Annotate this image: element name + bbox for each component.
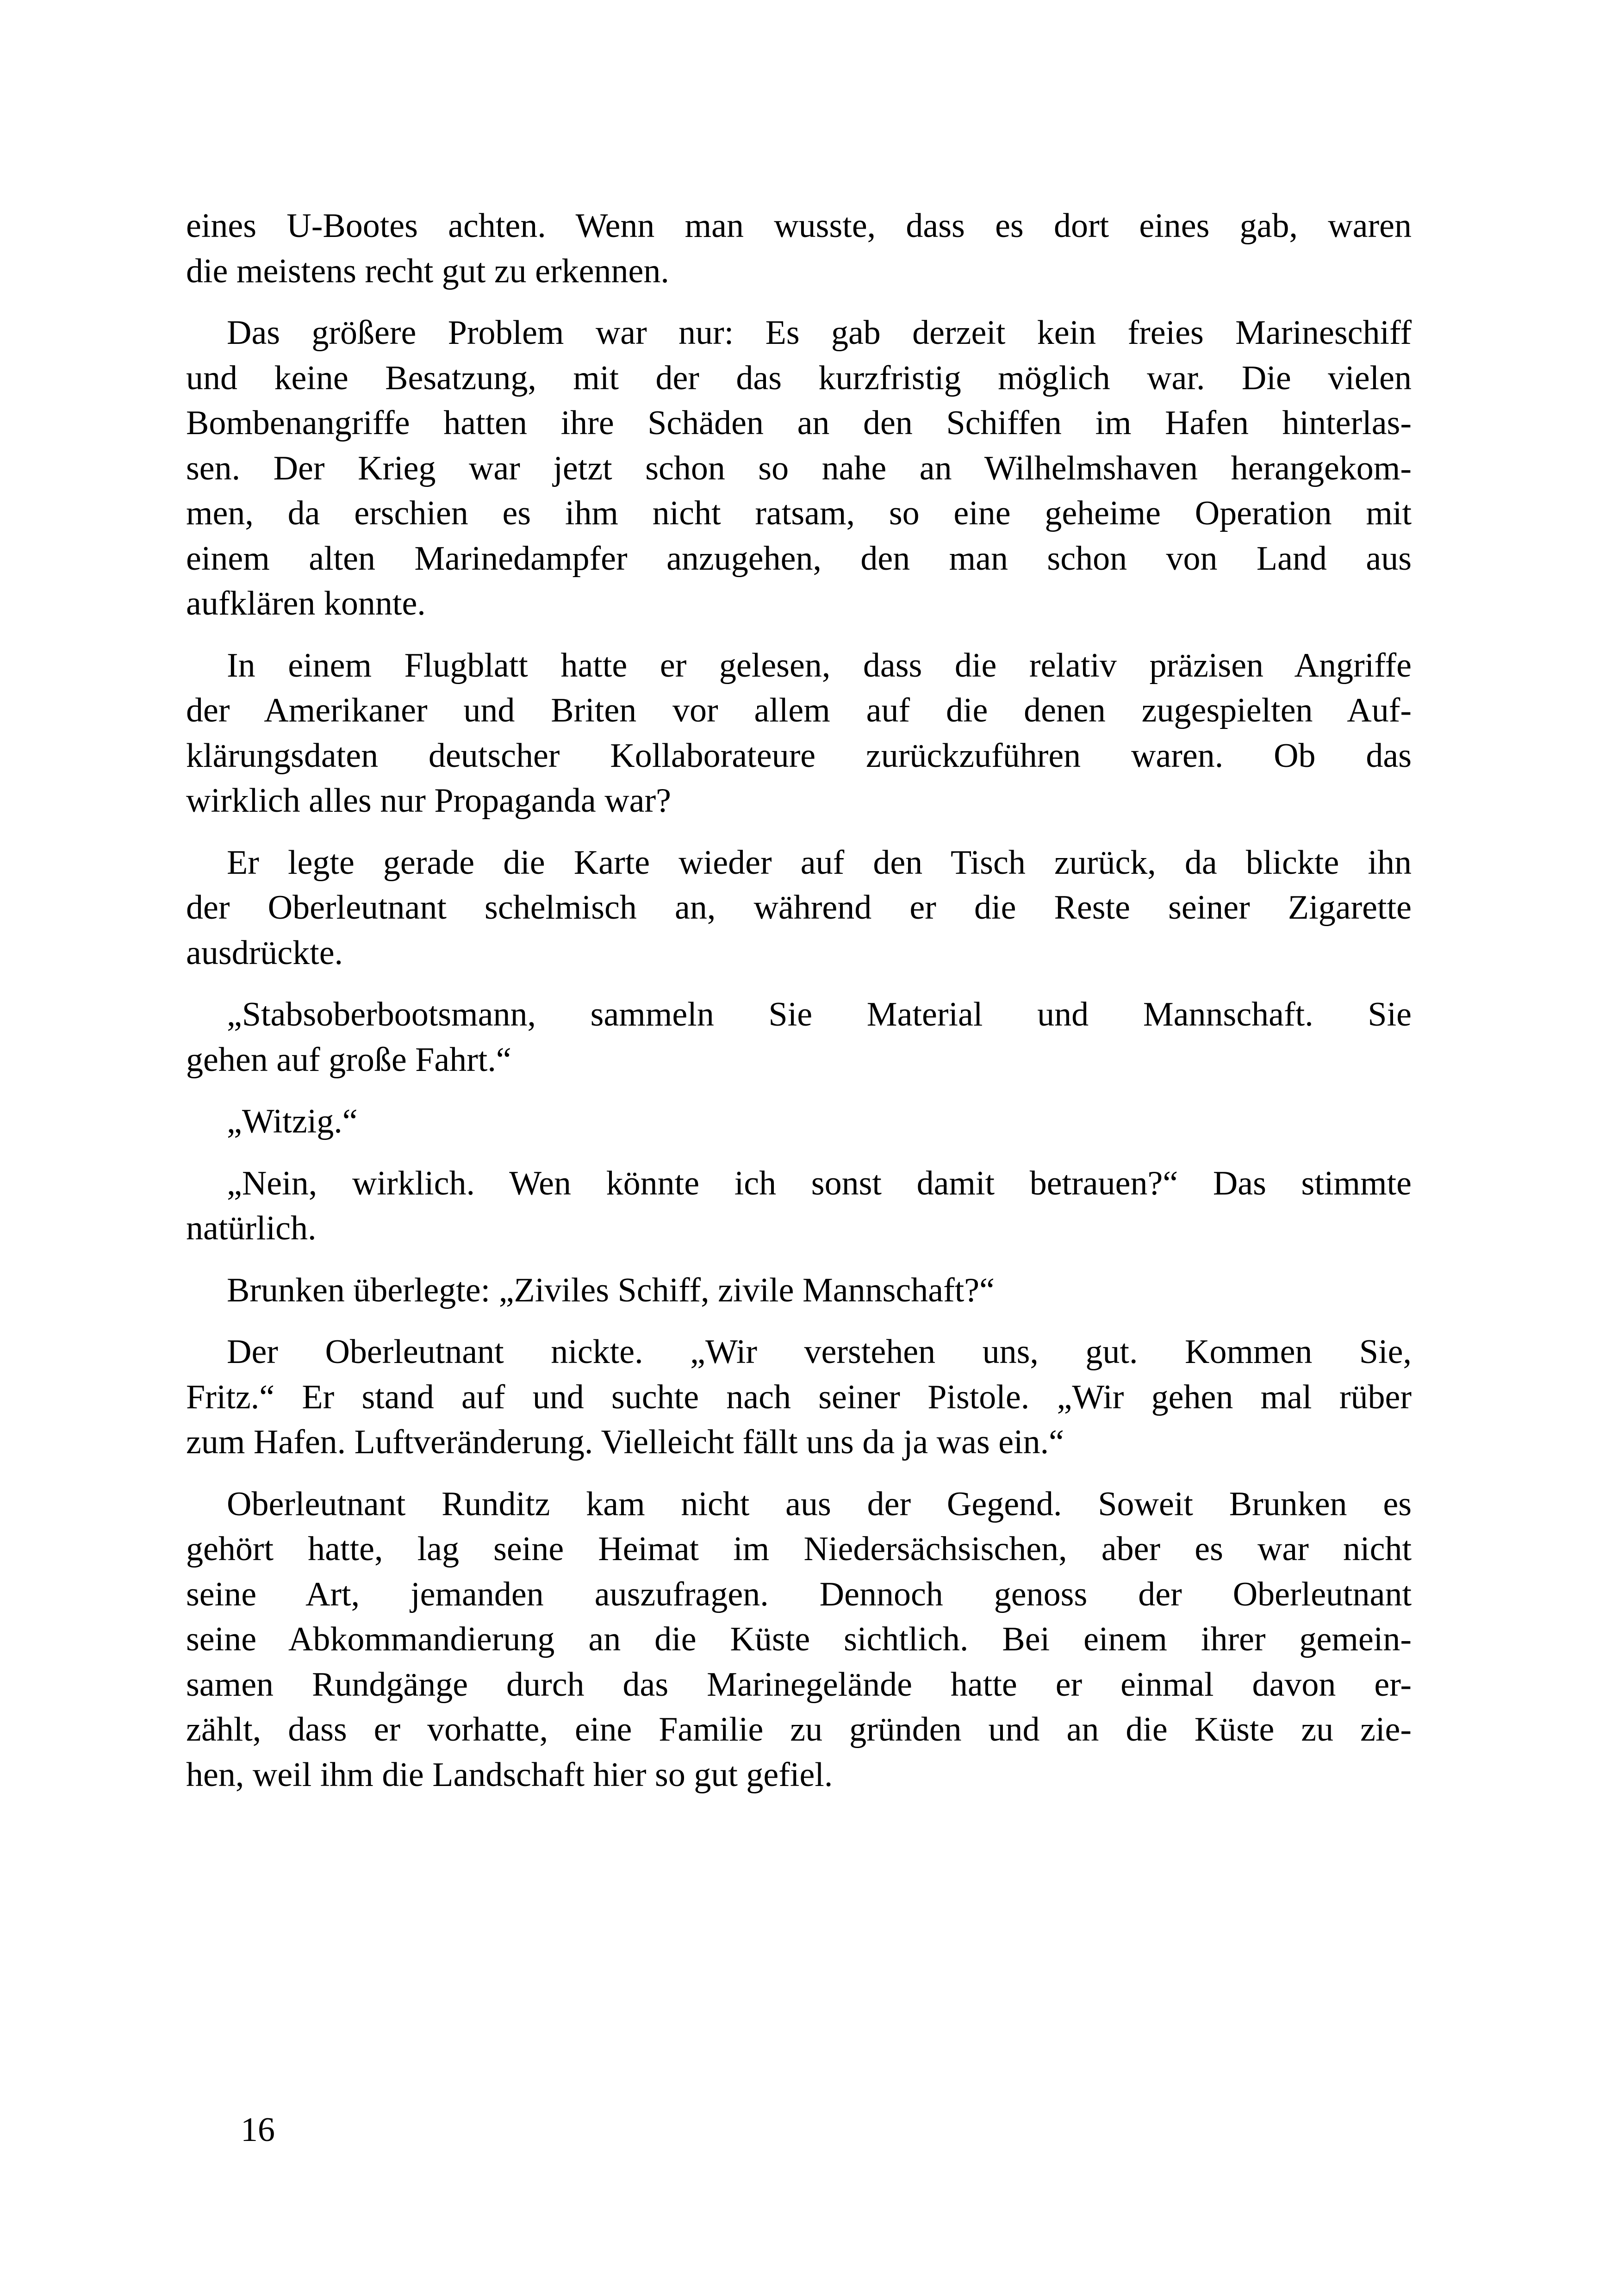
text-line: der Amerikaner und Briten vor allem auf die denen zugespielten Auf- bbox=[186, 691, 1412, 729]
text-line: wirklich alles nur Propaganda war? bbox=[186, 782, 671, 820]
text-line: die meistens recht gut zu erkennen. bbox=[186, 252, 669, 290]
paragraph bbox=[186, 1482, 1412, 1798]
text-line: Oberleutnant Runditz kam nicht aus der Gegend. Soweit Brunken es bbox=[227, 1485, 1412, 1523]
text-line: hen, weil ihm die Landschaft hier so gut gefiel. bbox=[186, 1755, 833, 1794]
text-line: Brunken überlegte: „Ziviles Schiff, zivile Mannschaft?“ bbox=[227, 1271, 995, 1309]
paragraph bbox=[186, 1161, 1412, 1251]
text-line: gehört hatte, lag seine Heimat im Niedersächsischen, aber es war nicht bbox=[186, 1530, 1412, 1568]
text-line: und keine Besatzung, mit der das kurzfristig möglich war. Die vielen bbox=[186, 359, 1412, 397]
text-line: sen. Der Krieg war jetzt schon so nahe an Wilhelmshaven herangekom- bbox=[186, 449, 1412, 487]
text-line: aufklären konnte. bbox=[186, 585, 426, 622]
text-line: seine Abkommandierung an die Küste sichtlich. Bei einem ihrer gemein- bbox=[186, 1620, 1412, 1658]
text-line: Er legte gerade die Karte wieder auf den Tisch zurück, da blickte ihn bbox=[227, 843, 1412, 882]
text-line: zählt, dass er vorhatte, eine Familie zu gründen und an die Küste zu zie- bbox=[186, 1711, 1412, 1748]
text-line: „Stabsoberbootsmann, sammeln Sie Material und Mannschaft. Sie bbox=[227, 996, 1412, 1033]
text-line: „Witzig.“ bbox=[227, 1102, 358, 1140]
text-line: klärungsdaten deutscher Kollaborateure zurückzuführen waren. Ob das bbox=[186, 736, 1412, 775]
text-line: zum Hafen. Luftveränderung. Vielleicht fällt uns da ja was ein.“ bbox=[186, 1423, 1064, 1461]
paragraph bbox=[186, 1330, 1412, 1465]
text-line: ausdrückte. bbox=[186, 933, 343, 972]
text-line: In einem Flugblatt hatte er gelesen, dass die relativ präzisen Angriffe bbox=[227, 646, 1412, 684]
body-text bbox=[186, 204, 1412, 1814]
paragraph bbox=[186, 840, 1412, 976]
text-line: Fritz.“ Er stand auf und suchte nach seiner Pistole. „Wir gehen mal rüber bbox=[186, 1378, 1412, 1416]
text-line: der Oberleutnant schelmisch an, während er die Reste seiner Zigarette bbox=[186, 889, 1412, 927]
text-line: seine Art, jemanden auszufragen. Dennoch genoss der Oberleutnant bbox=[186, 1575, 1412, 1613]
paragraph bbox=[186, 204, 1412, 294]
paragraph bbox=[186, 311, 1412, 627]
text-line: Das größere Problem war nur: Es gab derzeit kein freies Marineschiff bbox=[227, 314, 1412, 352]
text-line: natürlich. bbox=[186, 1209, 317, 1247]
text-line: Der Oberleutnant nickte. „Wir verstehen uns, gut. Kommen Sie, bbox=[227, 1333, 1412, 1371]
text-line: „Nein, wirklich. Wen könnte ich sonst damit betrauen?“ Das stimmte bbox=[227, 1164, 1412, 1202]
text-line: eines U-Bootes achten. Wenn man wusste, dass es dort eines gab, waren bbox=[186, 207, 1412, 245]
text-line: men, da erschien es ihm nicht ratsam, so eine geheime Operation mit bbox=[186, 494, 1412, 532]
text-line: samen Rundgänge durch das Marinegelände hatte er einmal davon er- bbox=[186, 1665, 1412, 1704]
text-line: Bombenangriffe hatten ihre Schäden an den Schiffen im Hafen hinterlas- bbox=[186, 404, 1412, 442]
text-line: einem alten Marinedampfer anzugehen, den man schon von Land aus bbox=[186, 539, 1412, 578]
paragraph bbox=[186, 1099, 1412, 1145]
paragraph bbox=[186, 992, 1412, 1083]
paragraph bbox=[186, 643, 1412, 824]
paragraph bbox=[186, 1268, 1412, 1313]
text-line: gehen auf große Fahrt.“ bbox=[186, 1040, 511, 1079]
page-number: 16 bbox=[241, 2111, 275, 2149]
